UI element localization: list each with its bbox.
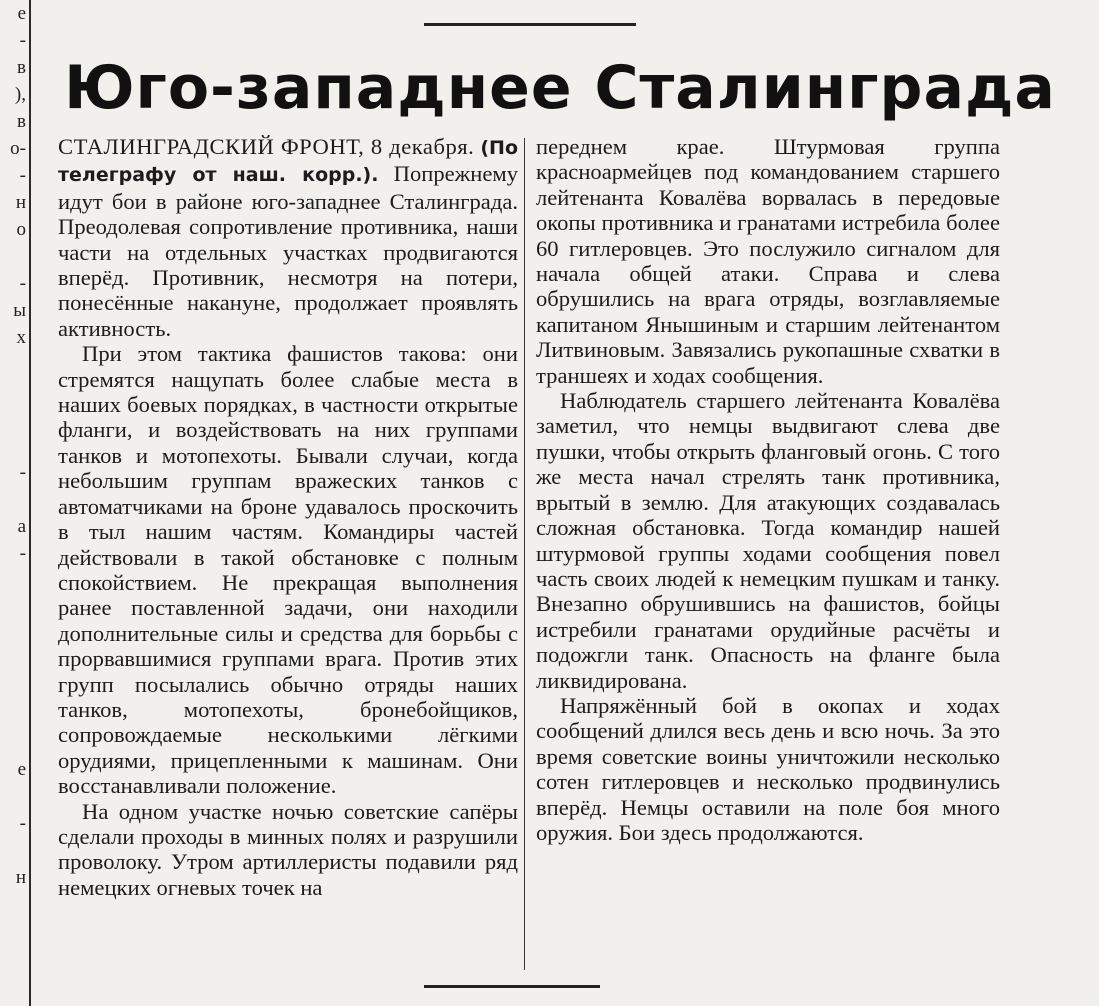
paragraph-4: Наблюдатель старшего лейтенанта Ковалёва заметил, что немцы выдвигают слева две пушки, чтобы открыть фланговый огонь. С того же места начал стрелять танк противника, врытый в землю. Для атакующих создавалась сложная обстановка. Тогда командир нашей штурмовой группы ходами сообщения повел часть своих людей к немецким пушкам и танку. Внезапно обрушившись на фашистов, бойцы истребили гранатами орудийные расчёты и подожгли танк. Опасность на фланге была ликвидирована. [536, 388, 1000, 693]
margin-fragment: ы [13, 300, 26, 321]
column-rule-left [29, 0, 31, 1006]
margin-fragment [0, 783, 26, 810]
margin-fragment: ), [14, 84, 26, 105]
headline: Юго-западнее Сталинграда [64, 53, 1056, 123]
dateline: СТАЛИНГРАДСКИЙ ФРОНТ, 8 декабря. [58, 134, 475, 159]
margin-fragment [0, 837, 26, 864]
margin-fragment: о [16, 219, 26, 240]
margin-fragment: в [17, 57, 26, 78]
margin-fragment [0, 621, 26, 648]
margin-fragment: - [19, 273, 26, 294]
paragraph-1 [58, 134, 518, 341]
margin-fragment: н [15, 867, 26, 888]
adjacent-column-fragments [0, 0, 26, 1006]
margin-fragment: е [17, 759, 26, 780]
margin-fragment [0, 351, 26, 378]
margin-fragment [0, 918, 26, 945]
margin-fragment [0, 567, 26, 594]
paragraph-3-right: переднем крае. Штурмовая группа красноармейцев под командованием старшего лейтенанта Ковалёва ворвалась в передовые окопы противника и гранатами истребила более 60 гитлеровцев. Это послужило сигналом для начала общей атаки. Справа и слева обрушились на врага отряды, возглавляемые капитаном Янышиным и старшим лейтенантом Литвиновым. Завязались рукопашные схватки в траншеях и ходах сообщения. [536, 134, 1000, 388]
margin-fragment: в [17, 111, 26, 132]
article-column-right [536, 134, 1000, 845]
column-divider [524, 138, 525, 970]
margin-fragment [0, 729, 26, 756]
margin-fragment: - [19, 165, 26, 186]
margin-fragment [0, 648, 26, 675]
margin-fragment [0, 702, 26, 729]
margin-fragment: н [15, 192, 26, 213]
margin-fragment: - [19, 543, 26, 564]
paragraph-1-text: Попрежнему идут бои в районе юго-западнее Сталинграда. Преодолевая сопротивление противника, наши части на отдельных участках продвигаются вперёд. Противник, несмотря на потери, понесённые накануне, продолжает проявлять активность. [58, 161, 519, 341]
paragraph-3-left: На одном участке ночью советские сапёры сделали проходы в минных полях и разрушили проволоку. Утром артиллеристы подавили ряд немецких огневых точек на [58, 798, 518, 900]
margin-fragment: х [16, 327, 26, 348]
article-column-left [58, 134, 518, 900]
byline: (По телеграфу от наш. корр.). [58, 137, 519, 187]
margin-fragment [0, 405, 26, 432]
margin-fragment [0, 378, 26, 405]
margin-fragment: - [19, 30, 26, 51]
paragraph-5: Напряжённый бой в окопах и ходах сообщений длился весь день и всю ночь. За это время советские воины уничтожили несколько сотен гитлеровцев и несколько продвинулись вперёд. Немцы оставили на поле боя много оружия. Бои здесь продолжаются. [536, 692, 1000, 845]
margin-fragment [0, 243, 26, 270]
bottom-rule [424, 985, 600, 988]
margin-fragment: е [17, 3, 26, 24]
margin-fragment [0, 891, 26, 918]
paragraph-2: При этом тактика фашистов такова: они стремятся нащупать более слабые места в наших боевых порядках, в частности открытые фланги, и воздействовать на них группами танков и мотопехоты. Бывали случаи, когда небольшим группам вражеских танков с автоматчиками на броне удавалось проскочить в тыл нашим частям. Командиры частей действовали в такой обстановке с полным спокойствием. Не прекращая выполнения ранее поставленной задачи, они находили дополнительные силы и средства для борьбы с прорвавшимися группами врага. Против этих групп посылались обычно отряды наших танков, мотопехоты, бронебойщиков, сопровождаемые несколькими лёгкими орудиями, прицепленными к машинам. Они восстанавливали положение. [58, 341, 518, 799]
margin-fragment [0, 486, 26, 513]
margin-fragment: о- [10, 138, 26, 159]
margin-fragment [0, 594, 26, 621]
margin-fragment: - [19, 462, 26, 483]
margin-fragment [0, 675, 26, 702]
margin-fragment: - [19, 813, 26, 834]
margin-fragment [0, 432, 26, 459]
margin-fragment: а [17, 516, 26, 537]
top-rule [424, 23, 636, 26]
